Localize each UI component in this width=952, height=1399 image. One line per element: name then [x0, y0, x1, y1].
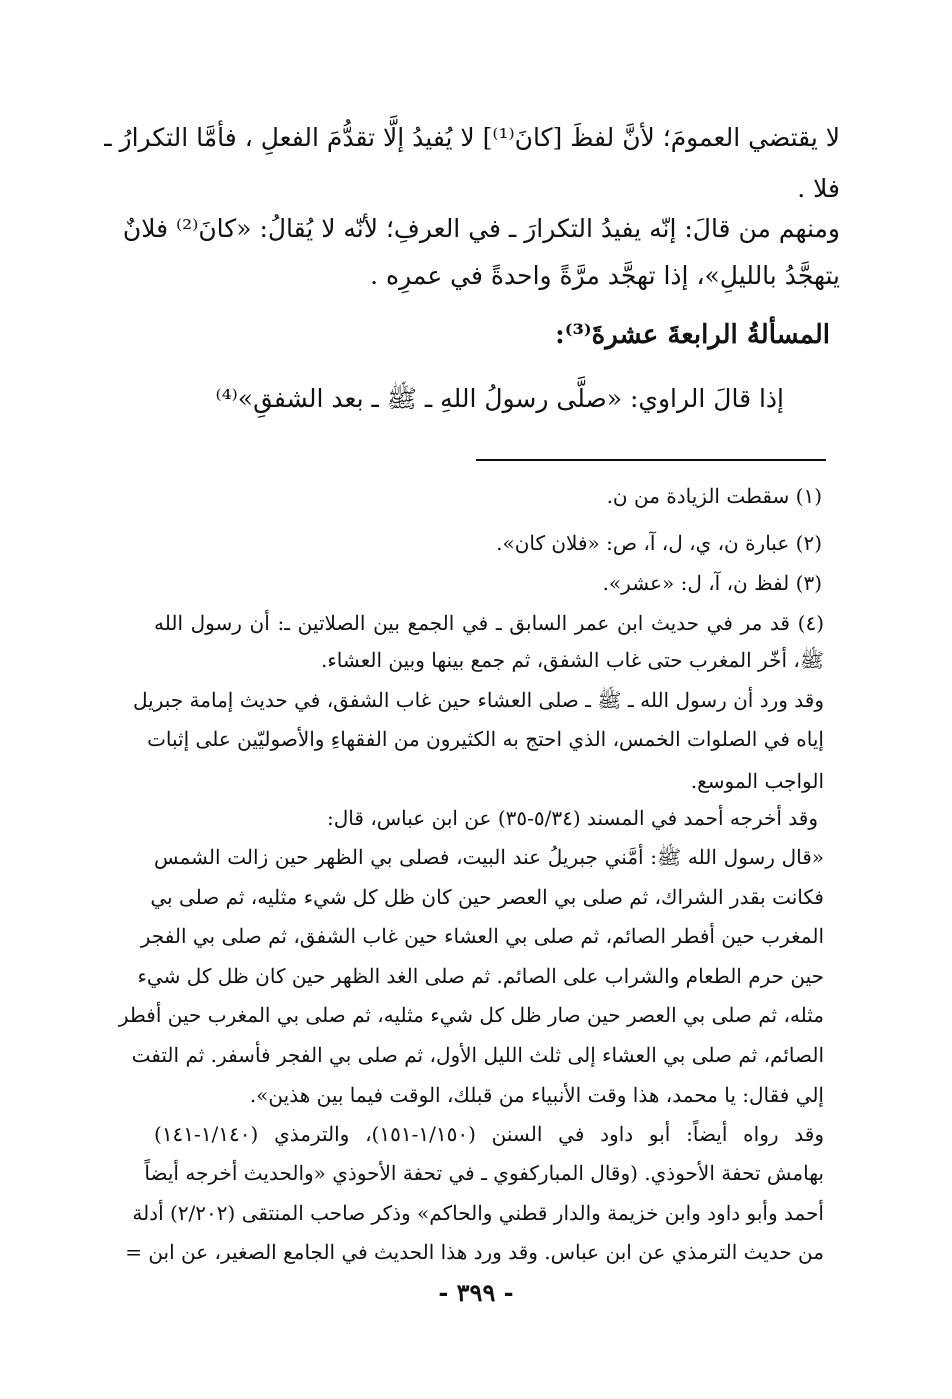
footnote-line: إياه في الصلوات الخمس، الذي احتج به الكثيرون من الفقهاءِ والأصوليّين على إثبات — [147, 727, 824, 751]
footnote-line: وقد رواه أيضاً: أبو داود في السنن (١/١٥٠-١٥١)، والترمذي (١/١٤٠-١٤١) — [154, 1122, 824, 1146]
footnote-line: من حديث الترمذي عن ابن عباس. وقد ورد هذا الحديث في الجامع الصغير، عن ابن = — [125, 1240, 824, 1264]
page-number: - ٣٩٩ - — [438, 1278, 514, 1307]
footnote-line: أحمد وأبو داود وابن خزيمة والدار قطني والحاكم» وذكر صاحب المنتقى (٢/٢٠٢) أدلة — [132, 1201, 824, 1225]
footnote-line: الواجب الموسع. — [690, 769, 824, 793]
footnote-line: المغرب حين أفطر الصائم، ثم صلى بي العشاء حين غاب الشفق، ثم صلى بي الفجر — [140, 924, 824, 948]
footnote-line: فكانت بقدر الشراك، ثم صلى بي العصر حين كان ظل كل شيء مثليه، ثم صلى بي — [150, 885, 824, 909]
footnote-line: إلي فقال: يا محمد، هذا وقت الأنبياء من قبلك، الوقت فيما بين هذين». — [249, 1083, 824, 1107]
footnote-line: (٣) لفظ ن، آ، ل: «عشر». — [602, 571, 822, 595]
main-text-line: يتهجَّدُ بالليلِ»، إذا تهجَّد مرَّةً واحدةً في عمرِه . — [370, 261, 840, 290]
footnote-line: وقد أخرجه أحمد في المسند (٥/٣٤-٣٥) عن ابن عباس، قال: — [327, 806, 818, 830]
footnote-line: (١) سقطت الزيادة من ن. — [606, 484, 822, 508]
footnote-line: الصائم، ثم صلى بي العشاء إلى ثلث الليل الأول، ثم صلى بي الفجر فأسفر. ثم التفت — [131, 1043, 824, 1067]
footnote-line: (٢) عبارة ن، ي، ل، آ، ص: «فلان كان». — [496, 531, 822, 555]
footnote-line: بهامش تحفة الأحوذي. (وقال المباركفوي ـ في تحفة الأحوذي «والحديث أخرجه أيضاً — [144, 1161, 824, 1185]
main-text-line: لا يقتضي العمومَ؛ لأنَّ لفظَ [كانَ⁽¹⁾] لا يُفيدُ إلَّا تقدُّمَ الفعلِ ، فأمَّا التكرارُ ـ — [104, 123, 840, 152]
footnote-line: (٤) قد مر في حديث ابن عمر السابق ـ في الجمع بين الصلاتين ـ: أن رسول الله — [154, 611, 824, 635]
footnote-line: حين حرم الطعام والشراب على الصائم. ثم صلى الغد الظهر حين كان ظل كل شيء — [137, 964, 824, 988]
footnote-line: «قال رسول الله ﷺ: أمَّني جبريلُ عند البيت، فصلى بي الظهر حين زالت الشمس — [154, 845, 824, 869]
footnote-line: ﷺ، أخّر المغرب حتى غاب الشفق، ثم جمع بينها وبين العشاء. — [321, 648, 824, 672]
main-text-line: فلا . — [797, 174, 840, 203]
section-heading: المسألةُ الرابعةَ عشرةَ⁽³⁾: — [555, 320, 830, 350]
footnote-separator — [476, 459, 826, 461]
main-text-line: إذا قالَ الراوي: «صلَّى رسولُ اللهِ ـ ﷺ ـ بعد الشفقِ»⁽⁴⁾ — [215, 384, 784, 413]
footnote-line: وقد ورد أن رسول الله ـ ﷺ ـ صلى العشاء حين غاب الشفق، في حديث إمامة جبريل — [133, 688, 824, 712]
footnote-line: مثله، ثم صلى بي العصر حين صار ظل كل شيء مثليه، ثم صلى بي المغرب حين أفطر — [118, 1003, 824, 1027]
main-text-line: ومنهم من قالَ: إنّه يفيدُ التكرارَ ـ في العرفِ؛ لأنّه لا يُقالُ: «كانَ⁽²⁾ فلانٌ — [122, 214, 840, 243]
